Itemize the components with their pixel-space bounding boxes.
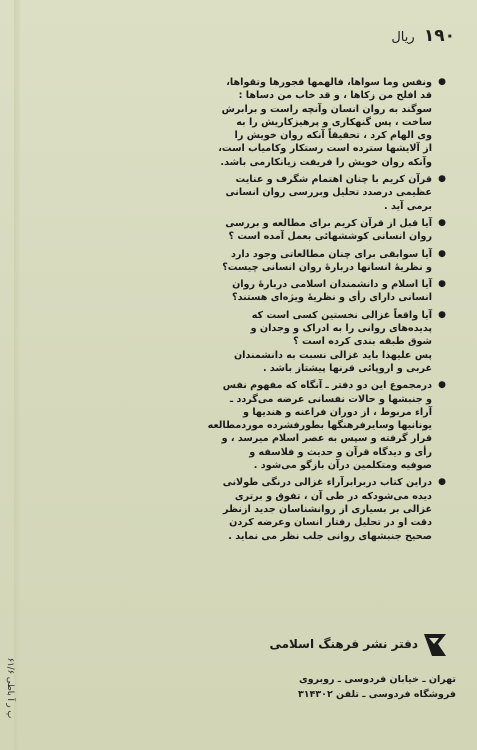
paragraph-line: ساخت ، پس گنهکاری و پرهیزکاریش را به: [236, 116, 432, 128]
paragraph-line: آیا واقعاً غزالی نخستین کسی است که: [251, 309, 432, 321]
paragraph-line: غربی و اروپائی قرنها پیشتاز باشد .: [262, 362, 432, 374]
paragraph-line: روان انسانی کوششهائی بعمل آمده است ؟: [228, 231, 432, 243]
blurb-text: [38, 76, 446, 547]
paragraph-line: سوگند به روان انسان وآنچه راست و برابرش: [221, 103, 432, 115]
paragraph: [38, 278, 446, 305]
paragraph: [38, 248, 446, 275]
bullet-icon: ●: [438, 248, 446, 259]
price-unit: ریال: [391, 30, 415, 45]
paragraph-line: صحیح جنبشهای روانی جلب نظر می نماید .: [228, 530, 432, 542]
paragraph-line: و جنبشها و حالات نفسانی عرضه می‌گردد ـ: [229, 393, 432, 405]
paragraph-line: پدیده‌های روانی را به ادراک و وجدان و: [250, 323, 432, 335]
paragraph-line: غزالی بر بسیاری از روانشناسان جدید ازنظر: [223, 503, 432, 515]
address-line-2: فروشگاه فردوسی ـ تلفن ۳۱۴۳۰۲: [297, 689, 456, 700]
address-line-1: تهران ـ خیابان فردوسی ـ روبروی: [298, 674, 456, 685]
paragraph-line: قرآن کریم با چنان اهتمام شگرف و عنایت: [235, 174, 432, 186]
paragraph-line: صوفیه ومتکلمین درآن بازگو می‌شود .: [253, 460, 432, 472]
paragraph-line: یونانیها وسایرفرهنگها بطورفشرده موردمطالعه: [207, 420, 432, 432]
spine-edge: [14, 0, 20, 750]
paragraph-line: آیا اسلام و دانشمندان اسلامی دربارهٔ روان: [232, 279, 432, 291]
paragraph-line: دراین کتاب دربرابرآراء غزالی درنگی طولانی: [222, 477, 432, 489]
bullet-icon: ●: [438, 217, 446, 228]
paragraph-line: رأی و دیدگاه قرآن و حدیث و فلاسفه و: [249, 446, 432, 458]
catalog-code-text: پ ر آ باطی ۶۱/۶: [5, 657, 15, 719]
paragraph-line: برمی آید .: [384, 200, 432, 212]
bullet-icon: ●: [438, 279, 446, 290]
catalog-code: [4, 648, 16, 730]
paragraph-line: دیده می‌شودکه در طی آن ، تفوق و برتری: [234, 490, 432, 502]
bullet-icon: ●: [438, 174, 446, 185]
publisher-address: [296, 672, 456, 702]
paragraph-line: دقت او در تحلیل رفتار انسان وعرضه کردن: [229, 517, 432, 529]
paragraph-line: آراء مربوط ، از دوران فراعنه و هندیها و: [243, 406, 432, 418]
paragraph-line: آیا قبل از قرآن کریم برای مطالعه و بررسی: [225, 217, 432, 229]
bullet-icon: ●: [438, 380, 446, 391]
paragraph-line: عظیمی درصدد تحلیل وبررسی روان انسانی: [225, 187, 432, 199]
bullet-icon: ●: [438, 477, 446, 488]
publisher-logo-icon: [420, 630, 450, 660]
price-label: [391, 26, 455, 46]
bullet-icon: ●: [438, 77, 446, 87]
paragraph-line: قد افلح من زکاها ، و قد خاب من دساها :: [238, 90, 432, 102]
paragraph: [38, 309, 446, 375]
publisher-logo: [269, 630, 450, 662]
bullet-icon: ●: [438, 309, 446, 320]
paragraph-line: از آلایشها سترده است رستکار وکامیاب است،: [218, 143, 432, 155]
paragraph-line: وی الهام کرد ، تحقیقاً آنکه روان خویش را: [234, 130, 432, 142]
paragraph: [38, 217, 446, 244]
paragraph: [38, 379, 446, 472]
publisher-name: دفتر نشر فرهنگ اسلامی: [269, 637, 418, 651]
paragraph-line: درمجموع این دو دفتر ـ آنگاه که مفهوم نفس: [222, 380, 432, 392]
paragraph: [38, 76, 446, 169]
paragraph-line: وآنکه روان خویش را فریفت زیانکارمی باشد.: [220, 156, 432, 168]
paragraph-line: پس علیهذا باید غزالی نسبت به دانشمندان: [233, 349, 432, 361]
paragraph: [38, 476, 446, 542]
paragraph-line: و نظریهٔ انسانها دربارهٔ روان انسانی چیست؟: [222, 261, 432, 273]
paragraph-line: شوق طبقه بندی کرده است ؟: [293, 336, 432, 348]
paragraph-line: آیا سوابقی برای چنان مطالعاتی وجود دارد: [230, 248, 432, 260]
price-value: ۱۹۰: [423, 26, 455, 46]
paragraph-line: قرار گرفته و سپس به عصر اسلام میرسد ، و: [221, 433, 432, 445]
paragraph-line: ونفس وما سواها، فالهمها فجورها وتقواها،: [226, 77, 432, 88]
paragraph: [38, 173, 446, 213]
paragraph-line: انسانی دارای رأی و نظریهٔ ویژه‌ای هستند؟: [232, 292, 432, 304]
